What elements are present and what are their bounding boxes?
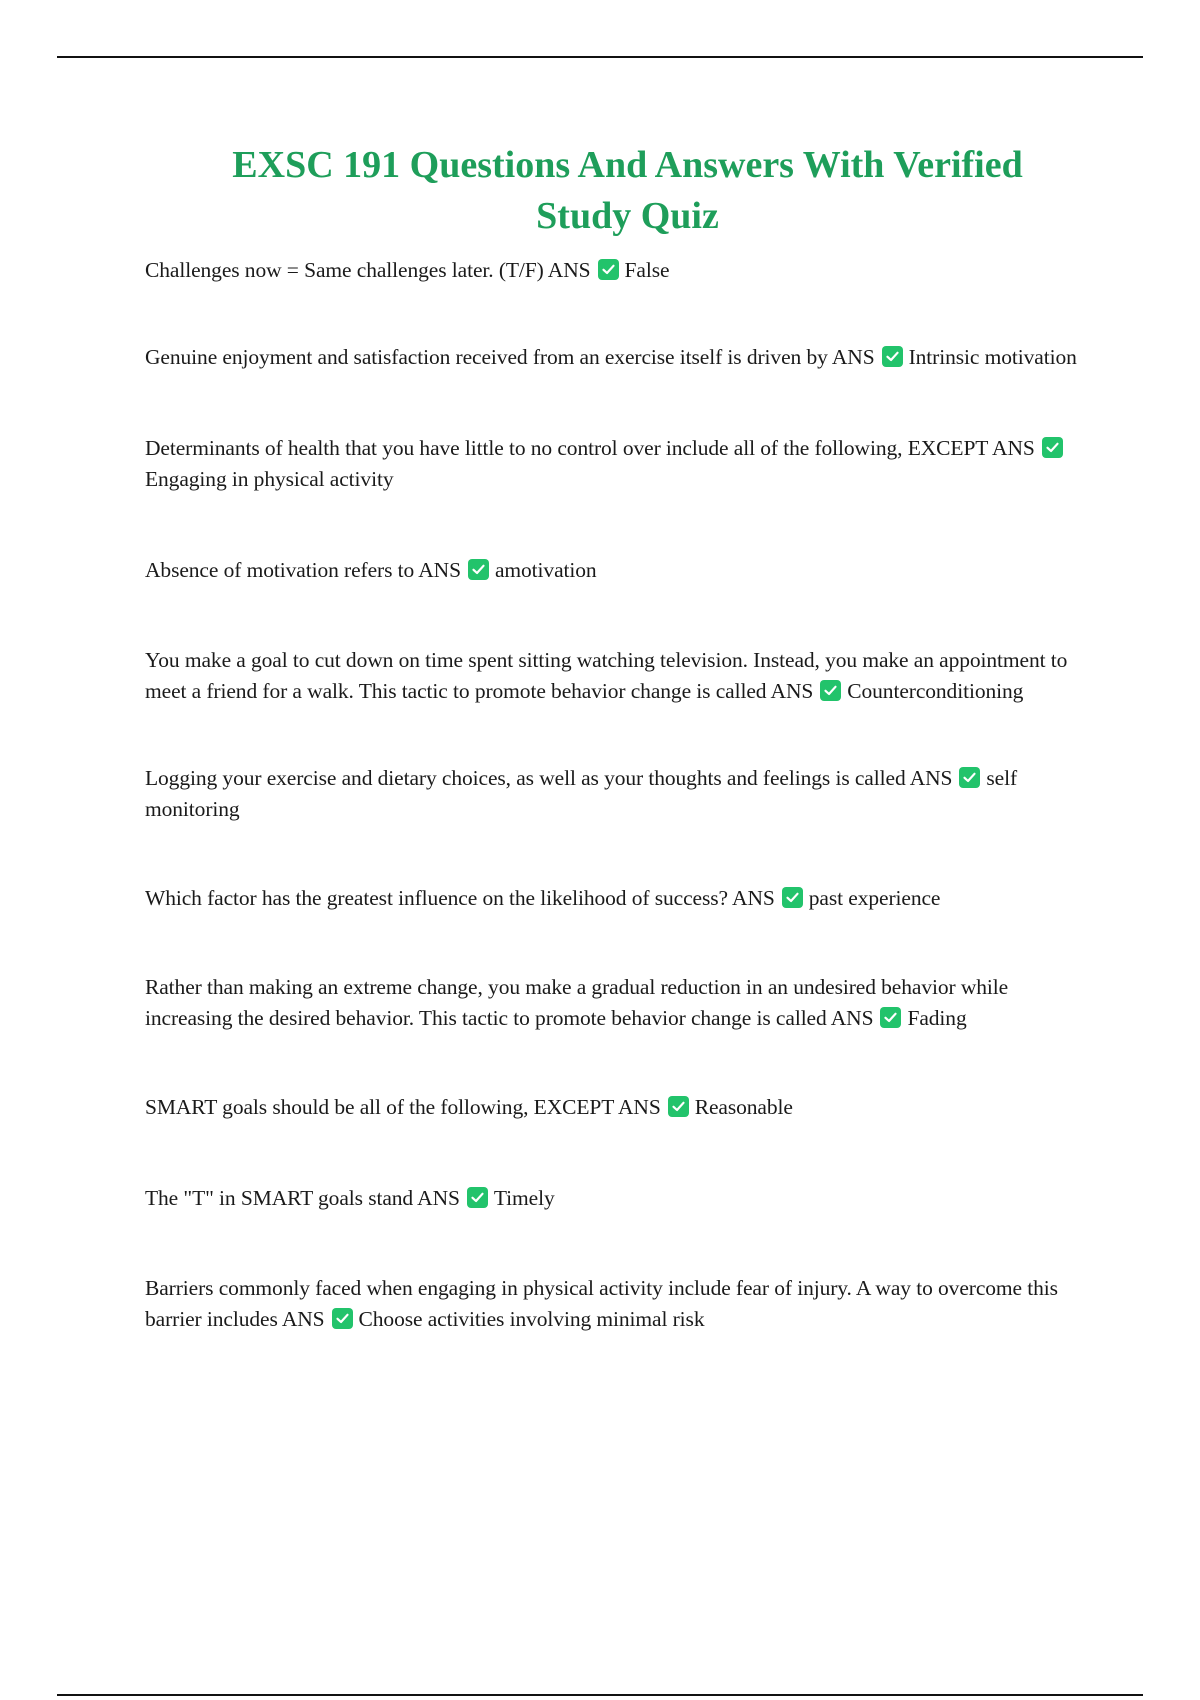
- answer-text: Counterconditioning: [847, 679, 1024, 703]
- answer-text: Engaging in physical activity: [145, 467, 394, 491]
- ans-label: ANS: [618, 1095, 661, 1119]
- answer-text: self monitoring: [145, 766, 1018, 821]
- question-text: Determinants of health that you have little to no control over include all of the following, EXCEPT: [145, 436, 988, 460]
- answer-text: False: [624, 258, 670, 282]
- qa-item: [145, 972, 1090, 1034]
- answer-text: Fading: [907, 1006, 967, 1030]
- check-box-icon: [820, 680, 841, 701]
- bottom-rule: [57, 1694, 1143, 1696]
- check-box-icon: [598, 259, 619, 280]
- document-page: [145, 140, 1090, 1335]
- qa-item: [145, 1183, 1090, 1214]
- ans-label: ANS: [770, 679, 814, 703]
- question-text: Which factor has the greatest influence on the likelihood of success?: [145, 886, 728, 910]
- qa-item: [145, 555, 1090, 586]
- qa-list: [145, 255, 1090, 1335]
- question-text: Rather than making an extreme change, you make a gradual reduction in an undesired behavior while increasing the desired behavior. This tactic to promote behavior change is called: [145, 975, 1009, 1030]
- ans-label: ANS: [281, 1307, 325, 1331]
- question-text: You make a goal to cut down on time spent sitting watching television. Instead, you make an appointment to meet a friend for a walk. This tactic to promote behavior change is called: [145, 648, 1068, 703]
- check-box-icon: [782, 887, 803, 908]
- qa-item: [145, 1092, 1090, 1123]
- title-line-1: EXSC 191 Questions And Answers With Verified: [232, 144, 1023, 186]
- question-text: Logging your exercise and dietary choices, as well as your thoughts and feelings is called: [145, 766, 906, 790]
- question-text: SMART goals should be all of the following, EXCEPT: [145, 1095, 614, 1119]
- top-rule: [57, 56, 1143, 58]
- qa-item: [145, 883, 1090, 914]
- qa-item: [145, 1273, 1090, 1335]
- question-text: The "T" in SMART goals stand: [145, 1186, 414, 1210]
- qa-item: [145, 433, 1090, 495]
- answer-text: amotivation: [494, 558, 597, 582]
- answer-text: Choose activities involving minimal risk: [358, 1307, 705, 1331]
- qa-item: [145, 255, 1090, 286]
- check-box-icon: [668, 1096, 689, 1117]
- check-box-icon: [332, 1308, 353, 1329]
- ans-label: ANS: [992, 436, 1035, 460]
- title-line-2: Study Quiz: [536, 195, 719, 237]
- check-box-icon: [880, 1007, 901, 1028]
- check-box-icon: [882, 346, 903, 367]
- ans-label: ANS: [547, 258, 591, 282]
- ans-label: ANS: [417, 1186, 460, 1210]
- document-title: [145, 140, 1090, 242]
- ans-label: ANS: [830, 1006, 874, 1030]
- answer-text: Reasonable: [694, 1095, 793, 1119]
- ans-label: ANS: [909, 766, 953, 790]
- ans-label: ANS: [418, 558, 461, 582]
- question-text: Challenges now = Same challenges later. (T/F): [145, 258, 544, 282]
- check-box-icon: [1042, 437, 1063, 458]
- check-box-icon: [467, 1187, 488, 1208]
- qa-item: [145, 342, 1090, 373]
- answer-text: Timely: [493, 1186, 555, 1210]
- answer-text: Intrinsic motivation: [908, 345, 1077, 369]
- check-box-icon: [468, 559, 489, 580]
- question-text: Genuine enjoyment and satisfaction received from an exercise itself is driven by: [145, 345, 828, 369]
- check-box-icon: [959, 767, 980, 788]
- ans-label: ANS: [831, 345, 875, 369]
- qa-item: [145, 645, 1090, 707]
- ans-label: ANS: [732, 886, 775, 910]
- question-text: Barriers commonly faced when engaging in physical activity include fear of injury. A way to overcome this barrier includes: [145, 1276, 1058, 1331]
- question-text: Absence of motivation refers to: [145, 558, 415, 582]
- answer-text: past experience: [808, 886, 941, 910]
- qa-item: [145, 763, 1090, 825]
